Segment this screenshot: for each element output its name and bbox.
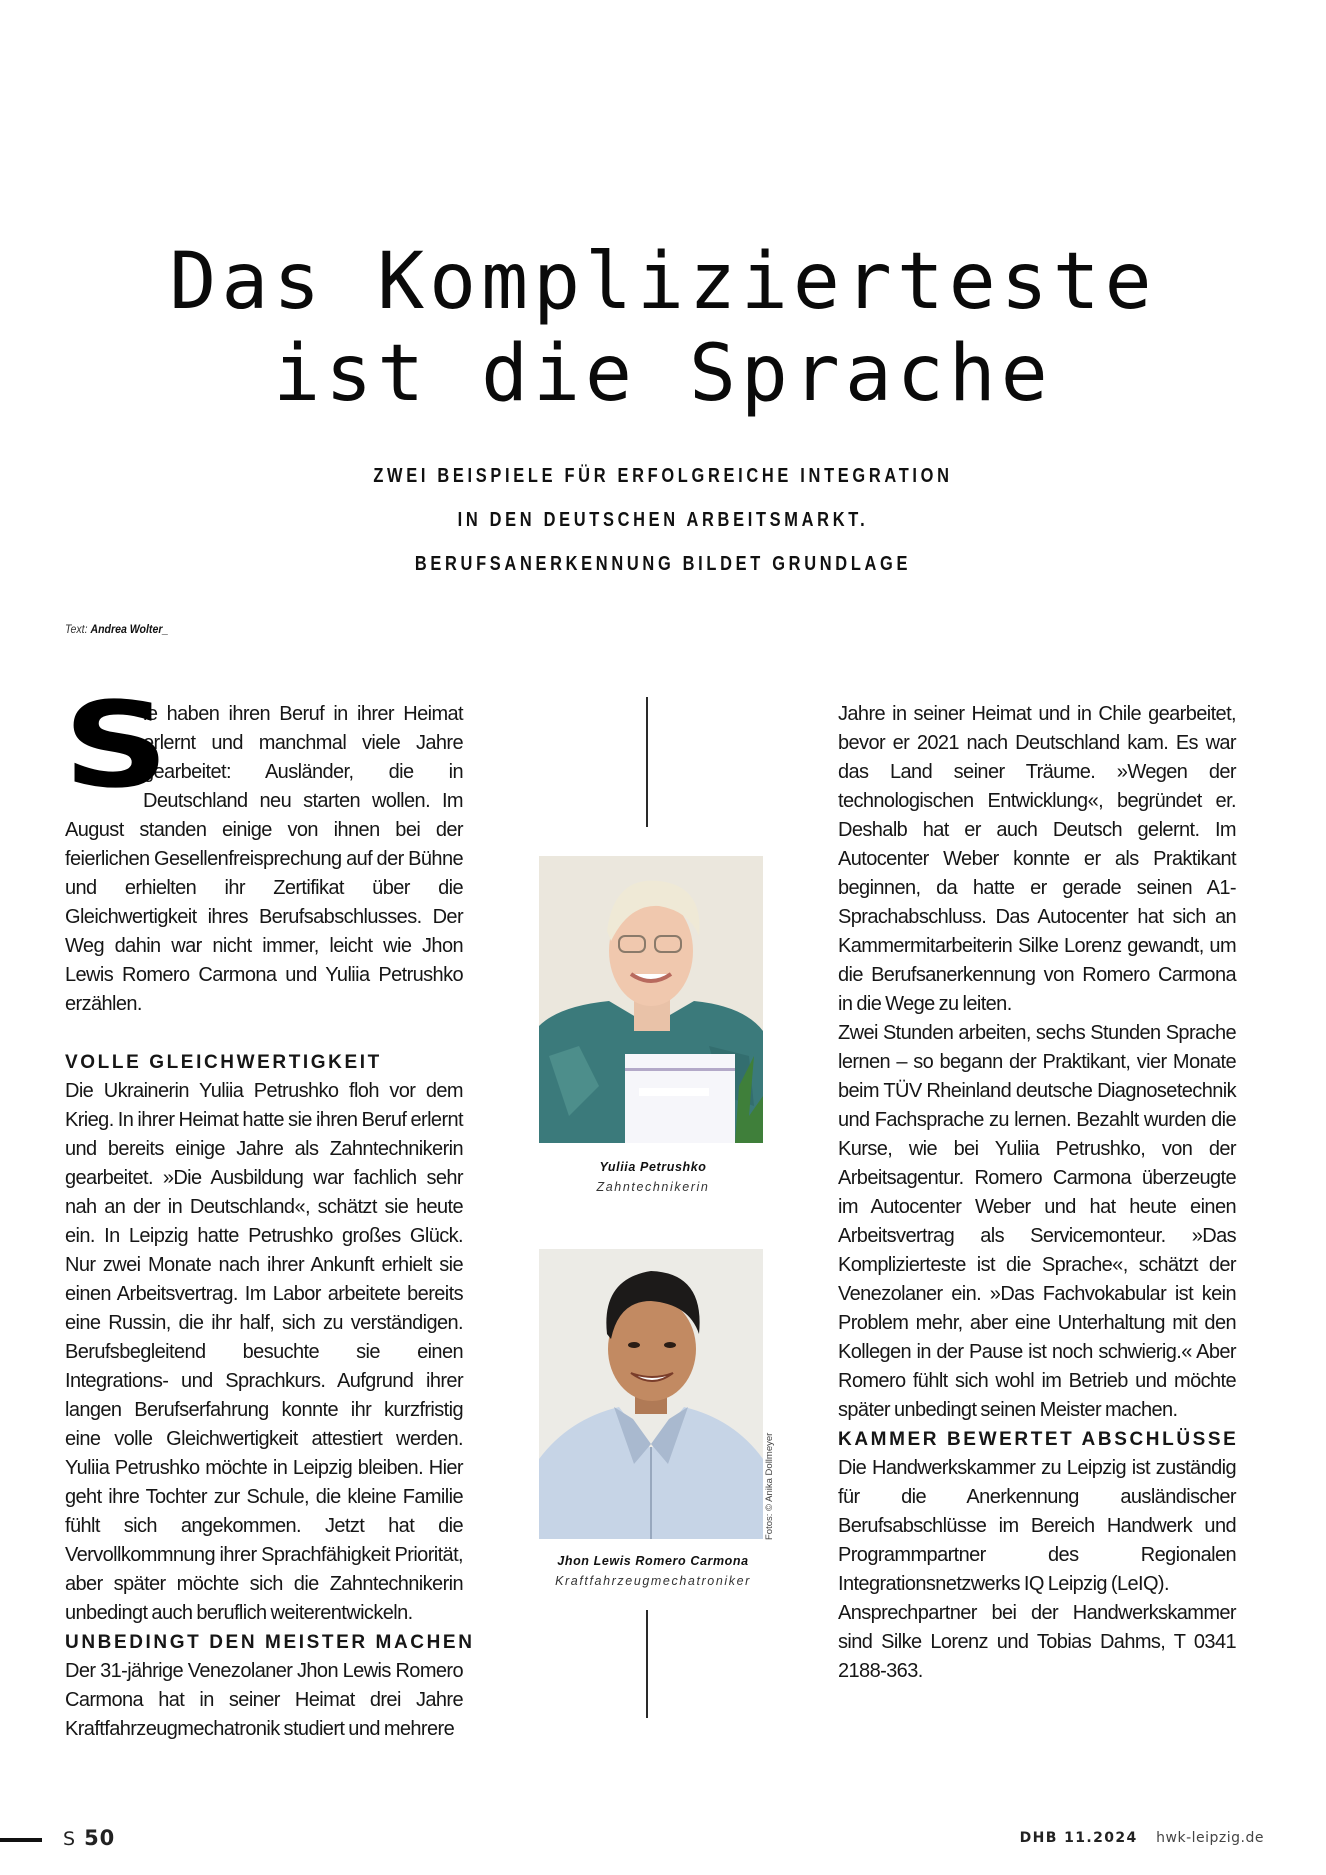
- byline-author: Andrea Wolter_: [90, 622, 169, 636]
- photo-caption-1: [520, 1157, 786, 1197]
- section2-text-start: Der 31-jährige Venezolaner Jhon Lewis Romero Carmona hat in seiner Heimat drei Jahre Kraftfahrzeugmechatronik studiert und mehrere: [65, 1660, 463, 1740]
- footer-info: [1020, 1830, 1264, 1846]
- intro-text: ie haben ihren Beruf in ihrer Heimat erlernt und manchmal viele Jahre gearbeitet: Ausländer, die in Deutschland neu starten wollen. Im August standen einige von ihnen bei der feierlichen Gesellenfreisprechung auf der Bühne und erhielten ihr Zertifikat über die Gleichwertigkeit ihres Berufsabschlusses. Der Weg dahin war nicht immer, leicht wie Jhon Lewis Romero Carmona und Yuliia Petrushko erzählen.: [65, 703, 463, 1015]
- byline-label: Text:: [65, 622, 88, 636]
- portrait-man-icon: [539, 1249, 763, 1539]
- section-heading-kammer: KAMMER BEWERTET ABSCHLÜSSE: [838, 1429, 1239, 1450]
- title-line-2: ist die Sprache: [273, 329, 1053, 419]
- photo-caption-2: [520, 1551, 786, 1591]
- divider-line-bottom: [646, 1610, 648, 1718]
- section-heading-volle-gleichwertigkeit: VOLLE GLEICHWERTIGKEIT: [65, 1052, 382, 1073]
- photo-jhon-lewis-romero-carmona: [539, 1249, 763, 1539]
- caption-role: Zahntechnikerin: [596, 1180, 710, 1194]
- caption-role: Kraftfahrzeugmechatroniker: [555, 1574, 751, 1588]
- caption-name: Yuliia Petrushko: [599, 1160, 707, 1174]
- divider-line-top: [646, 697, 648, 827]
- left-column: [63, 676, 475, 1744]
- title-line-1: Das Komplizierteste: [169, 237, 1157, 327]
- byline: [65, 622, 168, 636]
- section3-text: Die Handwerkskammer zu Leipzig ist zuständig für die Anerkennung ausländischer Berufsabschlüsse im Bereich Handwerk und Programmpartner des Regionalen Integrationsnetzwerks IQ Leipzig (LeIQ).: [838, 1457, 1236, 1595]
- page-number-value: 50: [84, 1826, 116, 1850]
- photo-yuliia-petrushko: [539, 856, 763, 1143]
- article-subtitle: [119, 454, 1206, 586]
- issue-label: DHB 11.2024: [1019, 1830, 1138, 1846]
- intro-paragraph: [63, 676, 463, 1019]
- section-letter: S: [63, 1828, 77, 1850]
- article-title: [0, 236, 1326, 420]
- photo-credit: Fotos: © Anika Dollmeyer: [764, 1432, 775, 1540]
- caption-name: Jhon Lewis Romero Carmona: [557, 1554, 749, 1568]
- subtitle-line-2: IN DEN DEUTSCHEN ARBEITSMARKT.: [457, 509, 869, 531]
- section2-text-end: Zwei Stunden arbeiten, sechs Stunden Sprache lernen – so begann der Praktikant, vier Monate beim TÜV Rheinland deutsche Diagnosetechnik und Fachsprache zu lernen. Bezahlt wurden die Kurse, wie bei Yuliia Petrushko, von der Arbeitsagentur. Romero Carmona überzeugte im Autocenter Weber und hat heute einen Arbeitsvertrag als Servicemonteur. »Das Komplizierteste ist die Sprache«, schätzt der Venezolaner ein. »Das Fachvokabular ist kein Problem mehr, aber eine Unterhaltung mit den Kollegen in der Pause ist noch schwierig.« Aber Romero fühlt sich wohl im Betrieb und möchte später unbedingt seinen Meister machen.: [838, 1022, 1236, 1421]
- subtitle-line-3: BERUFSANERKENNUNG BILDET GRUNDLAGE: [414, 553, 912, 575]
- website-link[interactable]: hwk-leipzig.de: [1156, 1830, 1264, 1846]
- page-number: [63, 1826, 115, 1850]
- section1-text: Die Ukrainerin Yuliia Petrushko floh vor dem Krieg. In ihrer Heimat hatte sie ihren Beruf erlernt und bereits einige Jahre als Zahntechnikerin gearbeitet. »Die Ausbildung war fachlich sehr nah an der in Deutschland«, schätzt sie heute ein. In Leipzig hatte Petrushko großes Glück. Nur zwei Monate nach ihrer Ankunft erhielt sie einen Arbeitsvertrag. Im Labor arbeitete bereits eine Russin, die ihr half, sich zu verständigen. Berufsbegleitend besuchte sie einen Integrations- und Sprachkurs. Aufgrund ihrer langen Berufserfahrung konnte ihr kurzfristig eine volle Gleichwertigkeit attestiert werden. Yuliia Petrushko möchte in Leipzig bleiben. Hier geht ihre Tochter zur Schule, die kleine Familie fühlt sich angekommen. Jetzt hat die Vervollkommnung ihrer Sprachfähigkeit Priorität, aber später möchte sich die Zahntechnikerin unbedingt auch beruflich weiterentwickeln.: [65, 1080, 463, 1624]
- subtitle-line-1: ZWEI BEISPIELE FÜR ERFOLGREICHE INTEGRATION: [373, 465, 953, 487]
- drop-cap: S: [63, 676, 170, 814]
- section2-text-continued: Jahre in seiner Heimat und in Chile gearbeitet, bevor er 2021 nach Deutschland kam. Es war das Land seiner Träume. »Wegen der technologischen Entwicklung«, begründet er. Deshalb hat er auch Deutsch gelernt. Im Autocenter Weber konnte er als Praktikant beginnen, da hatte er gerade seinen A1-Sprachabschluss. Das Autocenter hat sich an Kammermitarbeiterin Silke Lorenz gewandt, um die Berufsanerkennung von Romero Carmona in die Wege zu leiten.: [838, 703, 1236, 1015]
- footer-rule: [0, 1838, 42, 1842]
- contact-text: Ansprechpartner bei der Handwerkskammer sind Silke Lorenz und Tobias Dahms, T 0341 2188-363.: [838, 1602, 1236, 1682]
- portrait-woman-icon: [539, 856, 763, 1143]
- right-column: [838, 700, 1239, 1686]
- section-heading-meister: UNBEDINGT DEN MEISTER MACHEN: [65, 1632, 475, 1653]
